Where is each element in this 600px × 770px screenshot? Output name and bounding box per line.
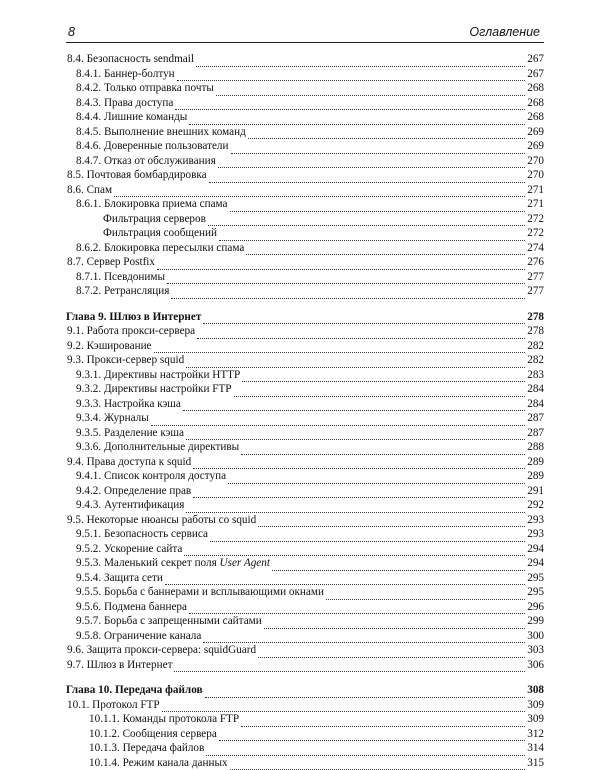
section-gap: [66, 672, 544, 683]
toc-page-number: 309: [527, 712, 544, 727]
toc-entry: [66, 585, 544, 600]
dot-leader: [206, 745, 525, 756]
toc-entry-title: Глава 10. Передача файлов: [66, 683, 203, 698]
dot-leader: [219, 730, 525, 741]
section-gap: [66, 299, 544, 310]
toc-page-number: 270: [527, 154, 544, 169]
toc-entry: [66, 712, 544, 727]
dot-leader: [216, 85, 525, 96]
toc-page-number: 272: [527, 212, 544, 227]
dot-leader: [272, 560, 525, 571]
dot-leader: [264, 618, 525, 629]
toc-page-number: 296: [527, 600, 544, 615]
dot-leader: [151, 415, 525, 426]
toc-entry: [66, 226, 544, 241]
toc-entry: [66, 658, 544, 673]
toc-entry: [66, 727, 544, 742]
toc-entry: [66, 67, 544, 82]
dot-leader: [186, 357, 525, 368]
toc-chapter-entry: [66, 683, 544, 698]
toc-entry-title: 9.4.1. Список контроля доступа: [76, 469, 226, 484]
dot-leader: [228, 473, 525, 484]
toc-page-number: 272: [527, 226, 544, 241]
dot-leader: [171, 288, 525, 299]
dot-leader: [234, 386, 526, 397]
dot-leader: [242, 371, 525, 382]
dot-leader: [193, 487, 525, 498]
dot-leader: [230, 201, 526, 212]
toc-page-number: 287: [527, 426, 544, 441]
toc-entry-title: 8.7.1. Псевдонимы: [76, 270, 165, 285]
toc-entry-title: 8.4.1. Баннер-болтун: [76, 67, 175, 82]
toc-entry-title: 9.5.7. Борьба с запрещенными сайтами: [76, 614, 262, 629]
toc-entry-title: 8.6. Спам: [67, 183, 112, 198]
dot-leader: [189, 114, 525, 125]
toc-entry: [66, 629, 544, 644]
toc-entry-title: 10.1. Протокол FTP: [67, 698, 160, 713]
toc-entry: [66, 197, 544, 212]
toc-page-number: 309: [527, 698, 544, 713]
toc-entry: [66, 339, 544, 354]
toc-entry-title: 9.5.4. Защита сети: [76, 571, 163, 586]
toc-page-number: 278: [527, 310, 544, 325]
toc-page-number: 274: [527, 241, 544, 256]
toc-page-number: 276: [527, 255, 544, 270]
dot-leader: [167, 273, 525, 284]
toc-entry: [66, 183, 544, 198]
dot-leader: [174, 661, 525, 672]
dot-leader: [189, 603, 525, 614]
dot-leader: [231, 143, 526, 154]
toc-entry: [66, 498, 544, 513]
toc-entry-title: 10.1.3. Передача файлов: [89, 741, 204, 756]
toc-page-number: 291: [527, 484, 544, 499]
toc-entry: [66, 139, 544, 154]
toc-entry-title: 9.3.3. Настройка кэша: [76, 397, 181, 412]
toc-entry-title: 9.5.3. Маленький секрет поля User Agent: [76, 556, 270, 571]
toc-page-number: 270: [527, 168, 544, 183]
toc-entry-title: 8.4.6. Доверенные пользователи: [76, 139, 229, 154]
toc-entry-title: 9.4.3. Аутентификация: [76, 498, 184, 513]
toc-entry: [66, 125, 544, 140]
toc-entry: [66, 270, 544, 285]
toc-page-number: 312: [527, 727, 544, 742]
dot-leader: [197, 328, 525, 339]
dot-leader: [157, 259, 525, 270]
toc-entry: [66, 600, 544, 615]
toc-entry-title: 9.3.6. Дополнительные директивы: [76, 440, 239, 455]
toc-entry: [66, 168, 544, 183]
toc-page-number: 303: [527, 643, 544, 658]
dot-leader: [218, 157, 525, 168]
toc-entry-title: 9.5.6. Подмена баннера: [76, 600, 187, 615]
toc-entry-title: 9.2. Кэширование: [67, 339, 152, 354]
toc-entry: [66, 368, 544, 383]
toc-entry: [66, 440, 544, 455]
toc-entry-title: Фильтрация серверов: [103, 212, 206, 227]
toc-page-number: 284: [527, 382, 544, 397]
toc-entry-title: 9.4. Права доступа к squid: [67, 455, 191, 470]
toc-page-number: 269: [527, 125, 544, 140]
toc-entry: [66, 353, 544, 368]
dot-leader: [246, 244, 525, 255]
dot-leader: [114, 186, 525, 197]
toc-entry-title: 9.3.5. Разделение кэша: [76, 426, 184, 441]
page-number: 8: [68, 25, 75, 39]
toc-entry-title: 9.3. Прокси-сервер squid: [67, 353, 184, 368]
dot-leader: [210, 531, 525, 542]
toc-page-number: 292: [527, 498, 544, 513]
toc-entry-title: 8.7. Сервер Postfix: [67, 255, 155, 270]
toc-entry: [66, 154, 544, 169]
toc-entry-title: 8.5. Почтовая бомбардировка: [67, 168, 207, 183]
toc-page-number: 271: [527, 183, 544, 198]
toc-entry: [66, 484, 544, 499]
toc-entry: [66, 556, 544, 571]
dot-leader: [165, 574, 525, 585]
toc-entry: [66, 643, 544, 658]
toc-page-number: 282: [527, 353, 544, 368]
toc-entry: [66, 96, 544, 111]
dot-leader: [203, 313, 525, 324]
dot-leader: [193, 458, 525, 469]
toc-entry-title: 8.4.5. Выполнение внешних команд: [76, 125, 246, 140]
toc-page-number: 294: [527, 542, 544, 557]
dot-leader: [208, 215, 525, 226]
dot-leader: [183, 400, 525, 411]
toc-entry: [66, 255, 544, 270]
running-title: Оглавление: [469, 25, 540, 39]
dot-leader: [248, 128, 525, 139]
dot-leader: [258, 647, 525, 658]
toc-entry-title: 9.5.8. Ограничение канала: [76, 629, 201, 644]
toc-entry: [66, 324, 544, 339]
toc-entry: [66, 455, 544, 470]
dot-leader: [177, 70, 526, 81]
toc-entry-title: 8.4.3. Права доступа: [76, 96, 173, 111]
page-header: [66, 24, 544, 43]
toc-entry: [66, 212, 544, 227]
dot-leader: [241, 716, 525, 727]
toc-entry: [66, 698, 544, 713]
toc-page-number: 284: [527, 397, 544, 412]
toc-entry-title: 9.5.1. Безопасность сервиса: [76, 527, 208, 542]
toc-entry: [66, 52, 544, 67]
dot-leader: [326, 589, 525, 600]
toc-page-number: 294: [527, 556, 544, 571]
dot-leader: [186, 502, 525, 513]
dot-leader: [184, 545, 525, 556]
dot-leader: [219, 230, 525, 241]
toc-entry: [66, 469, 544, 484]
toc-entry-title: 9.3.1. Директивы настройки HTTP: [76, 368, 240, 383]
toc-entry: [66, 411, 544, 426]
toc-entry-title: 8.4.2. Только отправка почты: [76, 81, 214, 96]
dot-leader: [162, 701, 526, 712]
toc-page-number: 287: [527, 411, 544, 426]
toc-page-number: 282: [527, 339, 544, 354]
toc-entry-title: 10.1.1. Команды протокола FTP: [89, 712, 239, 727]
toc-page-number: 271: [527, 197, 544, 212]
toc-entry-title: 10.1.2. Сообщения сервера: [89, 727, 217, 742]
toc-page-number: 288: [527, 440, 544, 455]
toc-page-number: 278: [527, 324, 544, 339]
toc-page-number: 268: [527, 81, 544, 96]
toc-page-number: 267: [527, 52, 544, 67]
toc-page-number: 295: [527, 571, 544, 586]
toc-entry: [66, 741, 544, 756]
toc-entry: [66, 110, 544, 125]
table-of-contents: [66, 52, 544, 770]
toc-entry-title: 9.3.2. Директивы настройки FTP: [76, 382, 232, 397]
toc-entry: [66, 614, 544, 629]
toc-entry-title: 8.6.1. Блокировка приема спама: [76, 197, 228, 212]
toc-page-number: 314: [527, 741, 544, 756]
toc-entry-title: 8.4.4. Лишние команды: [76, 110, 187, 125]
toc-entry: [66, 756, 544, 770]
toc-entry-title: 8.7.2. Ретрансляция: [76, 284, 169, 299]
dot-leader: [241, 444, 525, 455]
dot-leader: [186, 429, 525, 440]
toc-entry: [66, 382, 544, 397]
toc-entry: [66, 513, 544, 528]
toc-entry-title: 10.1.4. Режим канала данных: [89, 756, 228, 770]
toc-chapter-entry: [66, 310, 544, 325]
toc-page-number: 293: [527, 513, 544, 528]
toc-entry-title: 9.5.5. Борьба с баннерами и всплывающими окнами: [76, 585, 324, 600]
toc-entry-title: 9.4.2. Определение прав: [76, 484, 191, 499]
toc-page-number: 299: [527, 614, 544, 629]
toc-page-number: 277: [527, 270, 544, 285]
dot-leader: [203, 632, 525, 643]
toc-entry: [66, 571, 544, 586]
toc-entry-title: 8.4. Безопасность sendmail: [67, 52, 194, 67]
toc-page-number: 308: [527, 683, 544, 698]
dot-leader: [258, 516, 525, 527]
toc-entry-title: 9.5. Некоторые нюансы работы со squid: [67, 513, 256, 528]
toc-entry-title-italic: User Agent: [220, 557, 270, 569]
toc-entry-title: 9.7. Шлюз в Интернет: [67, 658, 172, 673]
toc-entry: [66, 241, 544, 256]
toc-entry-title: 8.4.7. Отказ от обслуживания: [76, 154, 216, 169]
toc-entry-title: 9.1. Работа прокси-сервера: [67, 324, 195, 339]
toc-page-number: 269: [527, 139, 544, 154]
toc-entry: [66, 542, 544, 557]
toc-page-number: 267: [527, 67, 544, 82]
toc-page-number: 293: [527, 527, 544, 542]
toc-page-number: 300: [527, 629, 544, 644]
toc-entry-title: 9.3.4. Журналы: [76, 411, 149, 426]
dot-leader: [175, 99, 525, 110]
toc-entry-title: Фильтрация сообщений: [103, 226, 217, 241]
dot-leader: [209, 172, 526, 183]
toc-entry-title: Глава 9. Шлюз в Интернет: [66, 310, 201, 325]
toc-page-number: 306: [527, 658, 544, 673]
dot-leader: [230, 759, 526, 770]
toc-page-number: 315: [527, 756, 544, 770]
toc-page-number: 295: [527, 585, 544, 600]
toc-page-number: 283: [527, 368, 544, 383]
toc-page-number: 289: [527, 455, 544, 470]
dot-leader: [205, 687, 526, 698]
toc-page-number: 289: [527, 469, 544, 484]
toc-entry-title: 8.6.2. Блокировка пересылки спама: [76, 241, 244, 256]
toc-entry: [66, 284, 544, 299]
dot-leader: [154, 342, 526, 353]
toc-page-number: 277: [527, 284, 544, 299]
toc-page-number: 268: [527, 110, 544, 125]
toc-entry-title: 9.6. Защита прокси-сервера: squidGuard: [67, 643, 256, 658]
toc-page-number: 268: [527, 96, 544, 111]
toc-entry: [66, 426, 544, 441]
toc-entry: [66, 81, 544, 96]
toc-entry-title: 9.5.2. Ускорение сайта: [76, 542, 182, 557]
toc-entry: [66, 397, 544, 412]
dot-leader: [196, 56, 525, 67]
toc-entry: [66, 527, 544, 542]
